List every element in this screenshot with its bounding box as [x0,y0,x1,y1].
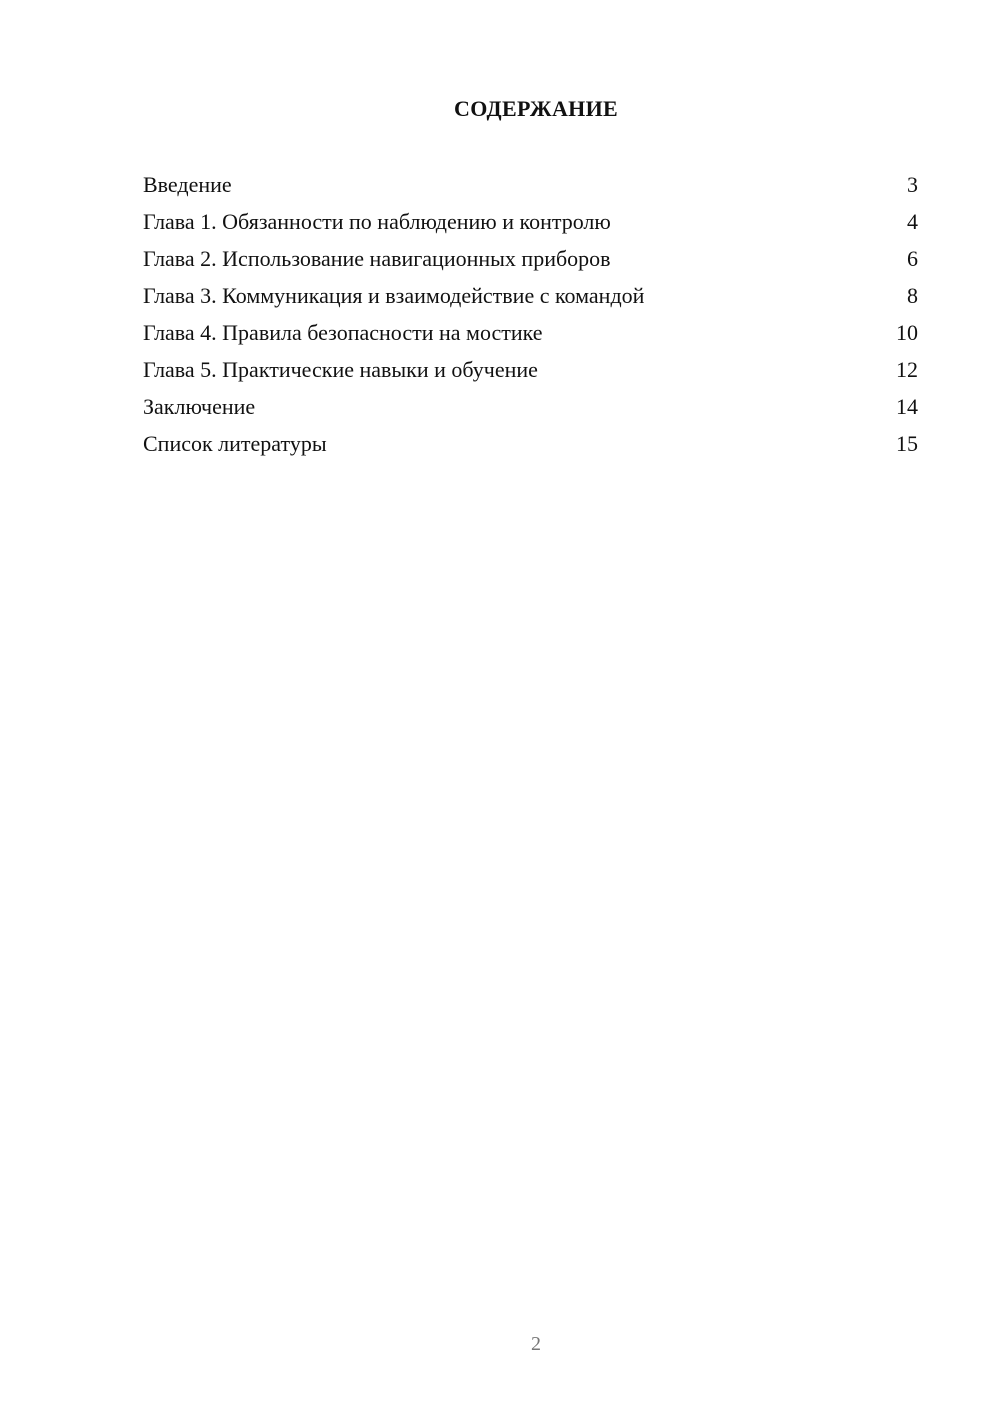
toc-entry-page: 14 [896,394,918,419]
toc-entry-chapter-3[interactable] [143,281,918,318]
toc-entry-chapter-5[interactable] [143,355,918,392]
toc-entry-page: 3 [907,172,918,197]
toc-entry-label: Глава 2. Использование навигационных приборов [143,246,611,271]
page-title: СОДЕРЖАНИЕ [454,96,618,121]
toc-entry-references[interactable] [143,429,918,466]
toc-entry-page: 6 [907,246,918,271]
toc-entry-page: 15 [896,431,918,456]
toc-entry-label: Глава 1. Обязанности по наблюдению и контролю [143,209,611,234]
toc-entry-chapter-4[interactable] [143,318,918,355]
toc-entry-label: Глава 3. Коммуникация и взаимодействие с командой [143,283,645,308]
page-number: 2 [531,1333,541,1355]
toc-entry-chapter-1[interactable] [143,207,918,244]
toc-entry-label: Глава 4. Правила безопасности на мостике [143,320,543,345]
toc-entry-label: Введение [143,172,232,197]
toc-entry-label: Список литературы [143,431,327,456]
toc-entry-introduction[interactable] [143,170,918,207]
toc-entry-chapter-2[interactable] [143,244,918,281]
toc-entry-label: Заключение [143,394,256,419]
toc-entry-label: Глава 5. Практические навыки и обучение [143,357,538,382]
toc-entry-page: 4 [907,209,918,234]
toc-entry-page: 10 [896,320,918,345]
table-of-contents [143,170,918,466]
toc-entry-conclusion[interactable] [143,392,918,429]
toc-entry-page: 8 [907,283,918,308]
toc-entry-page: 12 [896,357,918,382]
